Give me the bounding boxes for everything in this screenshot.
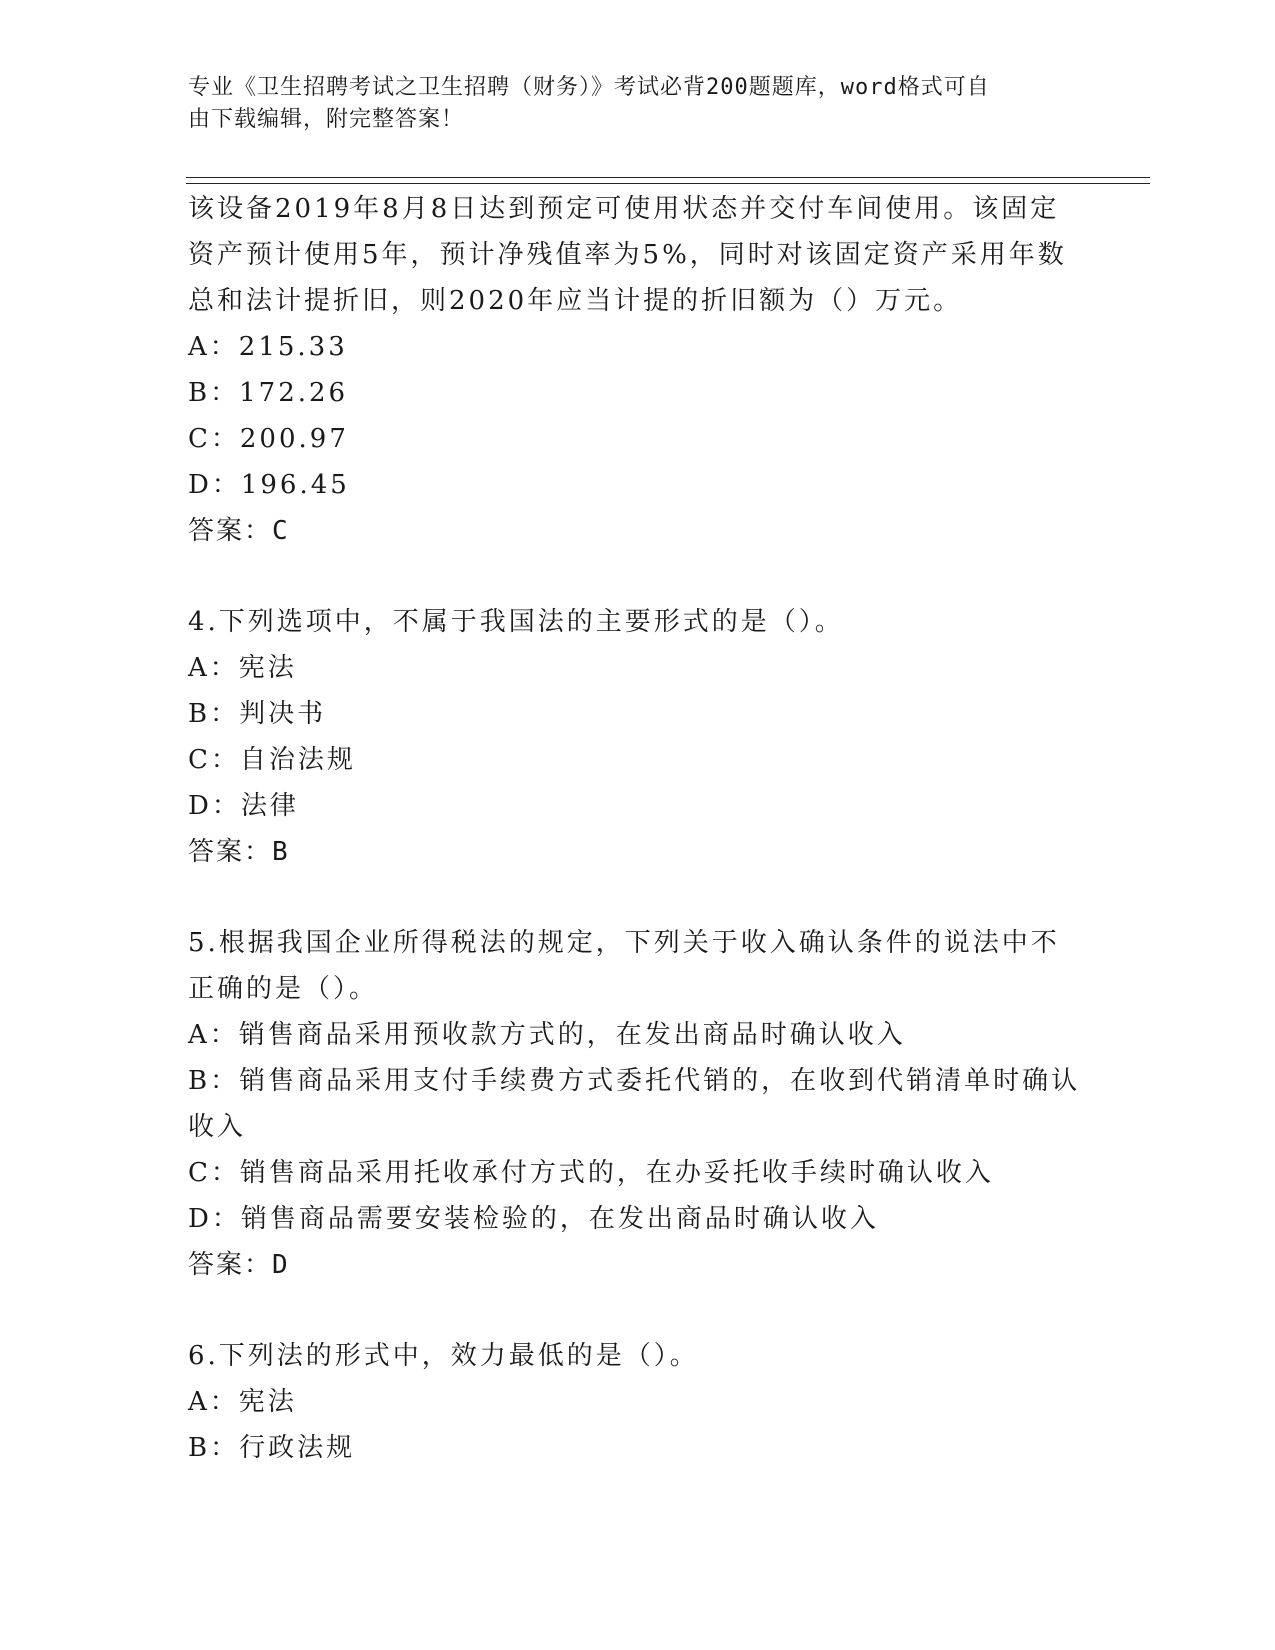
option-d: D：196.45 xyxy=(188,470,350,500)
question-list xyxy=(188,186,1088,1471)
option-c: C：200.97 xyxy=(188,424,349,454)
option-a: A：215.33 xyxy=(188,332,348,362)
question-stem: 正确的是（）。 xyxy=(188,974,379,1004)
header-divider xyxy=(186,177,1150,178)
header-line: 由下载编辑，附完整答案！ xyxy=(188,107,465,132)
option-b-continued: 收入 xyxy=(188,1112,247,1142)
question-stem: 5.根据我国企业所得税法的规定，下列关于收入确认条件的说法中不 xyxy=(188,928,1060,958)
question-stem: 总和法计提折旧，则2020年应当计提的折旧额为（）万元。 xyxy=(188,286,963,316)
spacer xyxy=(188,875,1088,920)
question-3 xyxy=(188,186,1088,554)
answer-value: B xyxy=(272,837,289,867)
question-stem: 6.下列法的形式中，效力最低的是（）。 xyxy=(188,1341,699,1371)
answer xyxy=(188,829,1088,875)
answer xyxy=(188,508,1088,554)
option-b: B：销售商品采用支付手续费方式委托代销的，在收到代销清单时确认 xyxy=(188,1066,1081,1096)
spacer xyxy=(188,1288,1088,1333)
question-4 xyxy=(188,599,1088,875)
answer-label: 答案： xyxy=(188,516,273,546)
answer-value: C xyxy=(272,516,289,546)
answer-label: 答案： xyxy=(188,837,273,867)
question-6 xyxy=(188,1333,1088,1471)
option-a: A：宪法 xyxy=(188,653,297,683)
option-d: D：销售商品需要安装检验的，在发出商品时确认收入 xyxy=(188,1204,879,1234)
header-line: 专业《卫生招聘考试之卫生招聘（财务）》考试必背200题题库，word格式可自 xyxy=(188,75,990,100)
spacer xyxy=(188,554,1088,599)
option-a: A：宪法 xyxy=(188,1387,297,1417)
option-b: B：判决书 xyxy=(188,699,327,729)
option-c: C：销售商品采用托收承付方式的，在办妥托收手续时确认收入 xyxy=(188,1158,994,1188)
question-stem: 资产预计使用5年，预计净残值率为5%，同时对该固定资产采用年数 xyxy=(188,240,1067,270)
question-stem: 该设备2019年8月8日达到预定可使用状态并交付车间使用。该固定 xyxy=(188,194,1060,224)
option-a: A：销售商品采用预收款方式的，在发出商品时确认收入 xyxy=(188,1020,906,1050)
option-b: B：172.26 xyxy=(188,378,349,408)
option-d: D：法律 xyxy=(188,791,299,821)
document-header xyxy=(188,72,1068,136)
header-divider xyxy=(186,183,1150,184)
question-5 xyxy=(188,920,1088,1288)
option-c: C：自治法规 xyxy=(188,745,356,775)
answer-value: D xyxy=(272,1250,289,1280)
answer-label: 答案： xyxy=(188,1250,273,1280)
answer xyxy=(188,1242,1088,1288)
option-b: B：行政法规 xyxy=(188,1433,356,1463)
question-stem: 4.下列选项中，不属于我国法的主要形式的是（）。 xyxy=(188,607,844,637)
